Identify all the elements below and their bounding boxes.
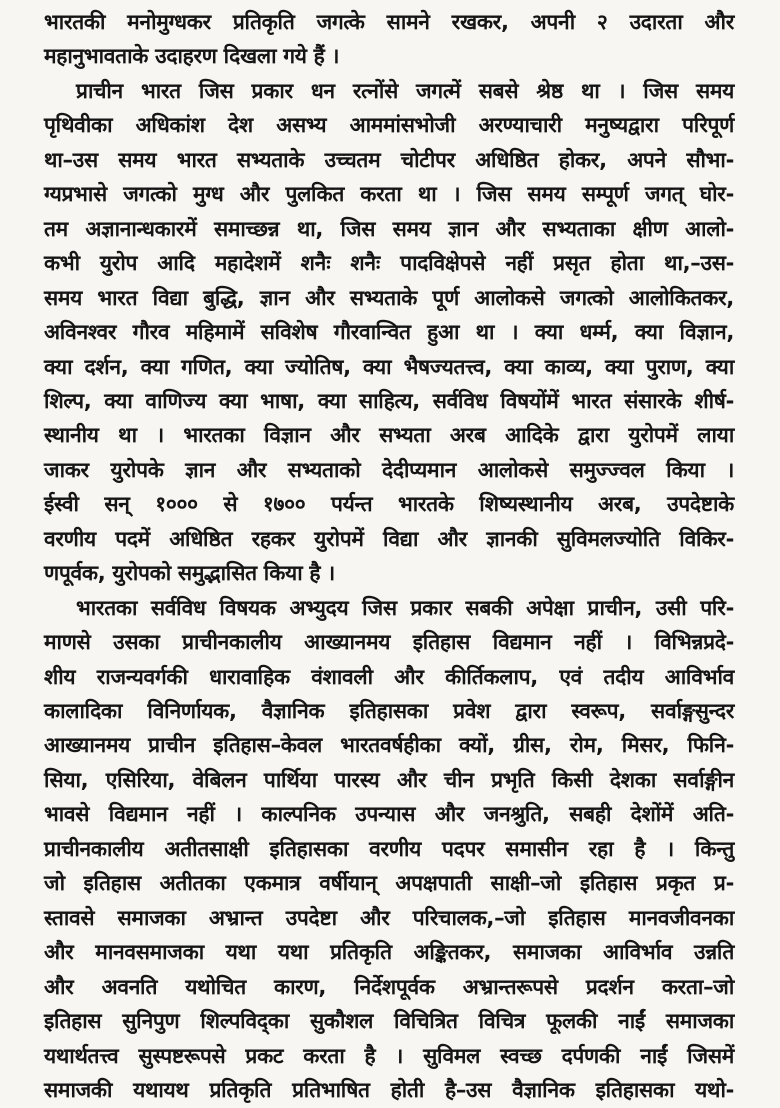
text-line: इतिहास सुनिपुण शिल्पविद्का सुकौशल विचित्रित विचित्र फूलकी नाईं समाजका [44, 1009, 734, 1034]
text-line: ईस्वी सन् १००० से १७०० पर्यन्त भारतके शिष्यस्थानीय अरब, उपदेष्टाके [44, 492, 734, 517]
text-line: शिल्प, क्या वाणिज्य क्या भाषा, क्या साहित्य, सर्वविध विषयोंमें भारत संसारके शीर्ष- [44, 388, 734, 413]
text-line: यथार्थतत्त्व सुस्पष्टरूपसे प्रकट करता है । सुविमल स्वच्छ दर्पणकी नाईं जिसमें [44, 1043, 734, 1068]
text-line: क्या दर्शन, क्या गणित, क्या ज्योतिष, क्या भैषज्यतत्त्व, क्या काव्य, क्या पुराण, क्या [44, 354, 734, 379]
text-line: और अवनति यथोचित कारण, निर्देशपूर्वक अभ्रान्तरूपसे प्रदर्शन करता–जो [44, 974, 734, 999]
text-line: ग्यप्रभासे जगत्को मुग्ध और पुलकित करता था । जिस समय सम्पूर्ण जगत् घोर- [44, 182, 734, 207]
text-line: भावसे विद्यमान नहीं । काल्पनिक उपन्यास और जनश्रुति, सबही देशोंमें अति- [44, 802, 734, 827]
text-line: था–उस समय भारत सभ्यताके उच्चतम चोटीपर अधिष्ठित होकर, अपने सौभा- [44, 147, 734, 172]
text-line: स्तावसे समाजका अभ्रान्त उपदेष्टा और परिचालक,–जो इतिहास मानवजीवनका [44, 905, 734, 930]
text-line: समाजकी यथायथ प्रतिकृति प्रतिभाषित होती है–उस वैज्ञानिक इतिहासका यथो- [44, 1077, 734, 1102]
text-line: सिया, एसिरिया, वेबिलन पार्थिया पारस्य और चीन प्रभृति किसी देशका सर्वाङ्गीन [44, 767, 734, 792]
text-line: णपूर्वक, युरोपको समुद्भासित किया है । [44, 561, 335, 586]
text-line: प्राचीन भारत जिस प्रकार धन रत्नोंसे जगत्में सबसे श्रेष्ठ था । जिस समय [76, 78, 734, 103]
text-line: और मानवसमाजका यथा यथा प्रतिकृति अङ्कितकर, समाजका आविर्भाव उन्नति [44, 940, 734, 965]
text-line: जो इतिहास अतीतका एकमात्र वर्षीयान् अपक्षपाती साक्षी–जो इतिहास प्रकृत प्र- [44, 871, 734, 896]
text-line: महानुभावताके उदाहरण दिखला गये हैं । [44, 44, 340, 69]
text-line: कभी युरोप आदि महादेशमें शनैः शनैः पादविक्षेपसे नहीं प्रसृत होता था,–उस- [44, 251, 734, 276]
text-line: प्राचीनकालीय अतीतसाक्षी इतिहासका वरणीय पदपर समासीन रहा है । किन्तु [44, 836, 734, 861]
text-line: शीय राजन्यवर्गकी धारावाहिक वंशावली और कीर्तिकलाप, एवं तदीय आविर्भाव [44, 664, 734, 689]
text-line: स्थानीय था । भारतका विज्ञान और सभ्यता अरब आदिके द्वारा युरोपमें लाया [44, 423, 734, 448]
text-line: समय भारत विद्या बुद्धि, ज्ञान और सभ्यताके पूर्ण आलोकसे जगत्को आलोकितकर, [44, 285, 734, 310]
text-line: वरणीय पदमें अधिष्ठित रहकर युरोपमें विद्या और ज्ञानकी सुविमलज्योति विकिर- [44, 526, 734, 551]
text-line: माणसे उसका प्राचीनकालीय आख्यानमय इतिहास विद्यमान नहीं । विभिन्नप्रदे- [44, 630, 734, 655]
text-line: पृथिवीका अधिकांश देश असभ्य आममांसभोजी अरण्याचारी मनुष्यद्वारा परिपूर्ण [44, 113, 734, 138]
text-line: अविनश्वर गौरव महिमामें सविशेष गौरवान्वित हुआ था । क्या धर्म्म, क्या विज्ञान, [44, 320, 734, 345]
text-line: तम अज्ञानान्धकारमें समाच्छन्न था, जिस समय ज्ञान और सभ्यताका क्षीण आलो- [44, 216, 734, 241]
text-line: जाकर युरोपके ज्ञान और सभ्यताको देदीप्यमान आलोकसे समुज्ज्वल किया । [44, 457, 734, 482]
text-line: भारतकी मनोमुग्धकर प्रतिकृति जगत्के सामने रखकर, अपनी २ उदारता और [44, 10, 734, 34]
text-line: आख्यानमय प्राचीन इतिहास–केवल भारतवर्षहीका क्यों, ग्रीस, रोम, मिसर, फिनि- [44, 733, 734, 758]
text-line: भारतका सर्वविध विषयक अभ्युदय जिस प्रकार सबकी अपेक्षा प्राचीन, उसी परि- [76, 595, 734, 620]
text-line: कालादिका विनिर्णायक, वैज्ञानिक इतिहासका प्रवेश द्वारा स्वरूप, सर्वाङ्गसुन्दर [44, 699, 734, 723]
